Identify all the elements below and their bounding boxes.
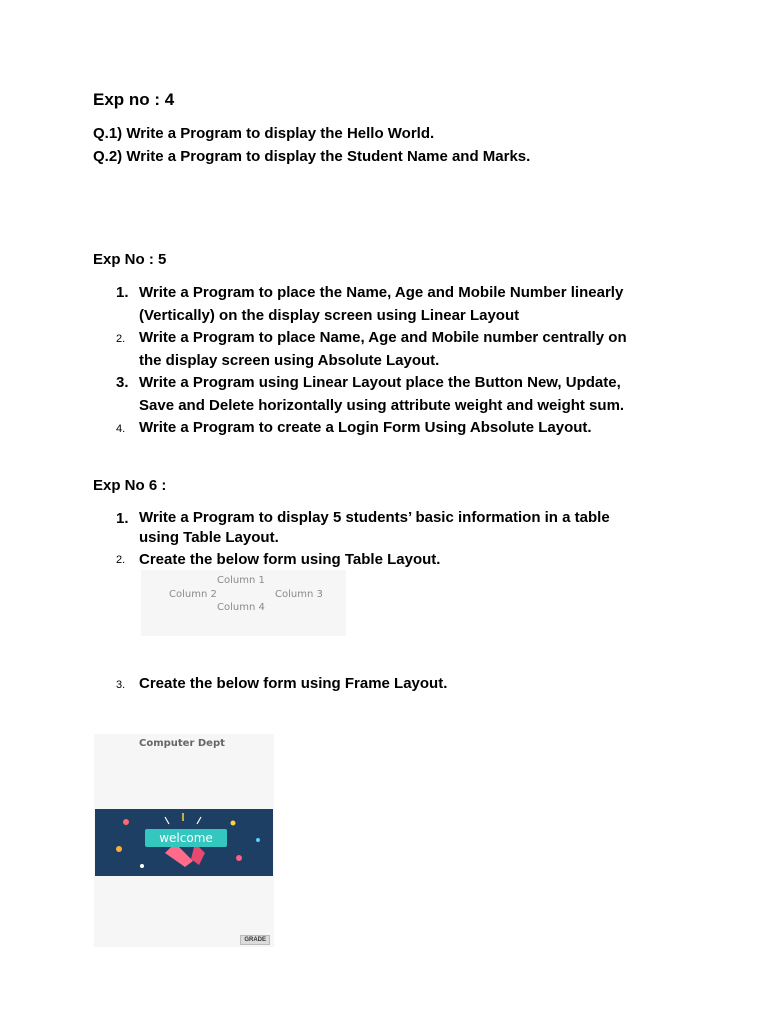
list-number: 1. — [116, 284, 129, 301]
confetti-dot — [256, 838, 260, 842]
exp6-list — [93, 508, 693, 571]
list-text: (Vertically) on the display screen using Linear Layout — [139, 306, 520, 324]
list-text: Save and Delete horizontally using attribute weight and weight sum. — [139, 396, 625, 414]
welcome-banner — [95, 809, 273, 876]
list-number: 3. — [116, 374, 129, 391]
grade-button: GRADE — [240, 935, 270, 945]
frame-title: Computer Dept — [139, 738, 225, 749]
list-text: Write a Program to create a Login Form Using Absolute Layout. — [139, 419, 592, 436]
exp4-question-2: Q.2) Write a Program to display the Student Name and Marks. — [93, 148, 531, 165]
list-text: Create the below form using Table Layout. — [139, 551, 441, 568]
confetti-dot — [236, 855, 242, 861]
list-text: using Table Layout. — [139, 529, 279, 546]
burst-line — [165, 817, 169, 824]
list-item — [93, 417, 693, 440]
table-cell-column-3: Column 3 — [275, 589, 323, 600]
table-cell-column-1: Column 1 — [217, 575, 265, 586]
list-text: Write a Program to display 5 students’ basic information in a table — [139, 509, 610, 526]
table-cell-column-4: Column 4 — [217, 602, 265, 613]
list-item — [93, 327, 693, 372]
confetti-dot — [231, 821, 236, 826]
confetti-dot — [116, 846, 122, 852]
list-item — [93, 548, 693, 571]
list-number: 2. — [116, 333, 126, 345]
list-item — [93, 372, 693, 417]
exp4-heading: Exp no : 4 — [93, 90, 175, 109]
list-text: Create the below form using Frame Layout. — [139, 675, 448, 692]
burst-line — [197, 817, 201, 824]
list-text: Write a Program using Linear Layout place the Button New, Update, — [139, 374, 621, 391]
list-number: 1. — [116, 510, 129, 527]
list-number: 4. — [116, 423, 126, 435]
exp4-question-1: Q.1) Write a Program to display the Hello World. — [93, 125, 435, 142]
frame-layout-image — [94, 734, 274, 947]
list-number: 3. — [116, 679, 126, 691]
list-item — [93, 282, 693, 327]
list-text: Write a Program to place Name, Age and Mobile number centrally on — [139, 329, 627, 346]
list-text: Write a Program to place the Name, Age and Mobile Number linearly — [139, 284, 624, 301]
welcome-text: welcome — [159, 831, 213, 845]
list-item — [93, 508, 693, 548]
confetti-dot — [140, 864, 144, 868]
table-cell-column-2: Column 2 — [169, 589, 217, 600]
table-layout-image — [141, 570, 346, 636]
exp6-heading: Exp No 6 : — [93, 477, 167, 494]
list-text: the display screen using Absolute Layout. — [139, 351, 440, 369]
confetti-dot — [123, 819, 129, 825]
exp5-heading: Exp No : 5 — [93, 251, 167, 268]
list-number: 2. — [116, 554, 126, 566]
exp5-list — [93, 282, 693, 440]
